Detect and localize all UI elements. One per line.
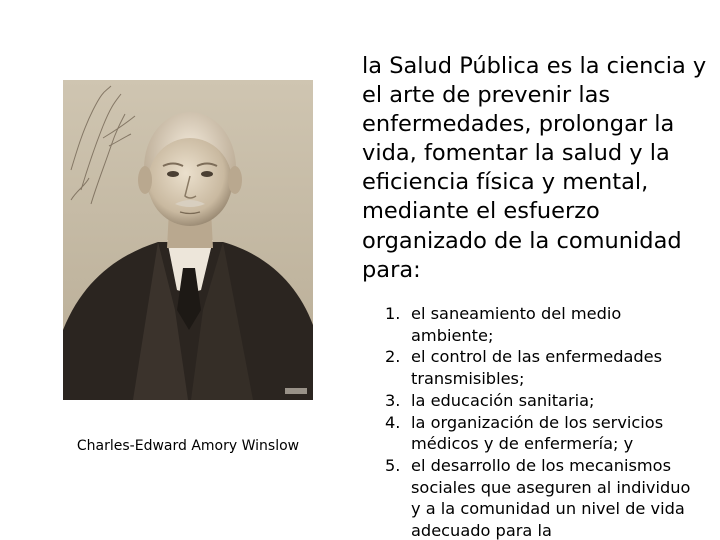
- portrait-caption: Charles-Edward Amory Winslow: [76, 438, 300, 454]
- list-item-number: 3.: [385, 390, 401, 410]
- list-item-text: el saneamiento del medio ambiente;: [411, 304, 622, 345]
- list-item: [362, 346, 702, 389]
- list-item-number: 4.: [385, 412, 401, 432]
- list-item-text: el control de las enfermedades transmisibles;: [411, 347, 663, 389]
- list-item: [362, 303, 702, 346]
- list-item-text: la educación sanitaria;: [411, 390, 595, 410]
- public-health-definition: la Salud Pública es la ciencia y el arte de prevenir las enfermedades, prolongar la vida, fomentar la salud y la eficiencia física y mental, mediante el esfuerzo organizado de la comunidad para:: [362, 53, 707, 283]
- list-item-number: 5.: [385, 455, 401, 475]
- list-item-text: el desarrollo de los mecanismos sociales que aseguren al individuo y a la comunidad un nivel de vida adecuado para la: [411, 455, 691, 540]
- public-health-functions-list: [362, 303, 702, 540]
- list-item-number: 2.: [385, 347, 401, 367]
- list-item-number: 1.: [385, 304, 401, 323]
- list-item: [362, 390, 702, 412]
- portrait-illustration: [63, 80, 313, 400]
- list-item-text: la organización de los servicios médicos y de enfermería; y: [411, 412, 664, 454]
- winslow-portrait-photo: [63, 80, 313, 400]
- list-item: [362, 455, 702, 540]
- list-item: [362, 412, 702, 455]
